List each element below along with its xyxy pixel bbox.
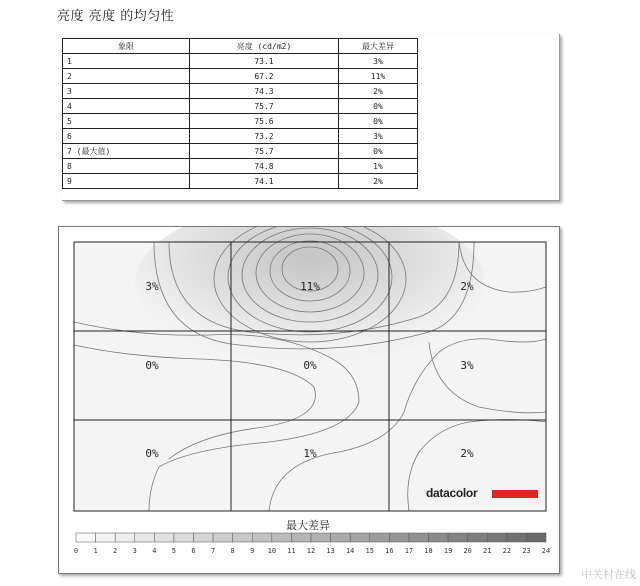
luminance-cell: 74.8	[190, 159, 339, 174]
quadrant-cell: 4	[63, 99, 190, 114]
quadrant-diff-label: 0%	[145, 359, 159, 372]
quadrant-diff-label: 11%	[300, 280, 320, 293]
scale-swatch	[135, 533, 155, 542]
table-row	[63, 54, 418, 69]
scale-tick-label: 10	[267, 547, 277, 555]
scale-tick-label: 11	[287, 547, 296, 555]
scale-tick-label: 8	[230, 547, 235, 555]
table-row	[63, 174, 418, 189]
scale-swatch	[115, 533, 135, 542]
luminance-cell: 75.7	[190, 144, 339, 159]
max-diff-cell: 0%	[339, 114, 418, 129]
header-max-diff: 最大差异	[339, 39, 418, 54]
quadrant-cell: 2	[63, 69, 190, 84]
quadrant-diff-label: 1%	[303, 447, 317, 460]
scale-swatch	[76, 533, 96, 542]
max-diff-cell: 3%	[339, 129, 418, 144]
scale-tick-label: 7	[210, 547, 216, 555]
max-diff-cell: 0%	[339, 144, 418, 159]
quadrant-diff-label: 2%	[460, 447, 474, 460]
scale-swatch	[252, 533, 272, 542]
scale-tick-label: 16	[385, 547, 394, 555]
max-diff-cell: 1%	[339, 159, 418, 174]
luminance-cell: 73.1	[190, 54, 339, 69]
table-row	[63, 159, 418, 174]
scale-tick-label: 24	[541, 547, 551, 555]
luminance-cell: 75.6	[190, 114, 339, 129]
scale-swatch	[448, 533, 468, 542]
scale-tick-label: 21	[483, 547, 492, 555]
scale-tick-label: 22	[502, 547, 512, 555]
quadrant-diff-label: 0%	[145, 447, 159, 460]
watermark: 中关村在线	[581, 568, 636, 581]
datacolor-logo: datacolor	[426, 486, 478, 500]
table-row	[63, 69, 418, 84]
scale-tick-label: 19	[443, 547, 453, 555]
scale-tick-label: 1	[93, 547, 98, 555]
scale-swatch	[311, 533, 331, 542]
scale-swatch	[487, 533, 507, 542]
luminance-cell: 73.2	[190, 129, 339, 144]
scale-tick-label: 3	[132, 547, 137, 555]
scale-swatch	[194, 533, 214, 542]
scale-swatch	[213, 533, 233, 542]
scale-tick-label: 12	[306, 547, 316, 555]
quadrant-cell: 7 (最大值)	[63, 144, 190, 159]
table-row	[63, 114, 418, 129]
scale-tick-label: 20	[463, 547, 472, 555]
scale-tick-label: 0	[73, 547, 79, 555]
scale-tick-label: 4	[152, 547, 157, 555]
max-diff-cell: 3%	[339, 54, 418, 69]
quadrant-cell: 3	[63, 84, 190, 99]
quadrant-diff-label: 0%	[303, 359, 317, 372]
scale-swatch	[526, 533, 546, 542]
table-row	[63, 99, 418, 114]
quadrant-diff-label: 3%	[145, 280, 159, 293]
scale-tick-label: 6	[191, 547, 196, 555]
page-title: 亮度 亮度 的均匀性	[57, 9, 175, 24]
scale-swatch	[154, 533, 174, 542]
max-diff-cell: 11%	[339, 69, 418, 84]
header-quadrant: 象限	[63, 39, 190, 54]
scale-tick-label: 5	[171, 547, 177, 555]
scale-swatch	[507, 533, 527, 542]
scale-swatch	[96, 533, 116, 542]
scale-tick-label: 17	[404, 547, 414, 555]
scale-swatch	[174, 533, 194, 542]
quadrant-cell: 1	[63, 54, 190, 69]
table-row	[63, 84, 418, 99]
scale-tick-label: 15	[365, 547, 374, 555]
luminance-cell: 74.3	[190, 84, 339, 99]
table-row	[63, 129, 418, 144]
luminance-cell: 75.7	[190, 99, 339, 114]
header-luminance: 亮度 (cd/m2)	[190, 39, 339, 54]
scale-swatch	[468, 533, 488, 542]
max-diff-cell: 2%	[339, 174, 418, 189]
scale-swatch	[233, 533, 253, 542]
scale-swatch	[429, 533, 449, 542]
quadrant-cell: 5	[63, 114, 190, 129]
quadrant-diff-label: 2%	[460, 280, 474, 293]
scale-swatch	[350, 533, 370, 542]
quadrant-diff-label: 3%	[460, 359, 474, 372]
quadrant-cell: 6	[63, 129, 190, 144]
scale-tick-label: 13	[326, 547, 335, 555]
max-diff-cell: 0%	[339, 99, 418, 114]
scale-tick-label: 2	[113, 547, 118, 555]
table-header-row	[63, 39, 418, 54]
max-diff-cell: 2%	[339, 84, 418, 99]
scale-tick-label: 18	[424, 547, 433, 555]
scale-swatch	[370, 533, 390, 542]
scale-tick-label: 14	[345, 547, 355, 555]
quadrant-cell: 8	[63, 159, 190, 174]
scale-swatch	[291, 533, 311, 542]
table-row	[63, 144, 418, 159]
scale-swatch	[389, 533, 409, 542]
quadrant-cell: 9	[63, 174, 190, 189]
scale-swatch	[272, 533, 292, 542]
scale-swatch	[331, 533, 351, 542]
luminance-cell: 67.2	[190, 69, 339, 84]
max-diff-scale	[74, 533, 550, 555]
scale-swatch	[409, 533, 429, 542]
scale-tick-label: 23	[522, 547, 531, 555]
datacolor-logo-bar	[492, 490, 538, 498]
scale-tick-label: 9	[250, 547, 255, 555]
uniformity-table	[62, 38, 418, 189]
scale-title: 最大差异	[286, 519, 330, 532]
luminance-cell: 74.1	[190, 174, 339, 189]
